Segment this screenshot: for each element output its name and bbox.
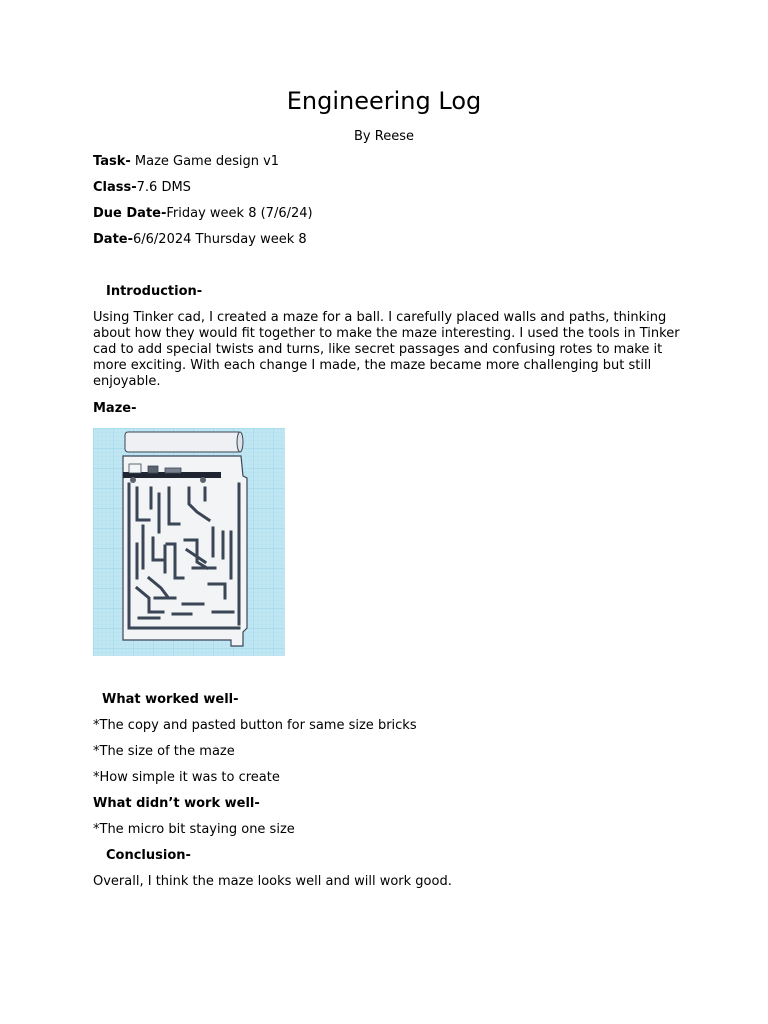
worked-well-item: *The copy and pasted button for same size bricks: [93, 718, 417, 733]
date-value: 6/6/2024 Thursday week 8: [133, 232, 307, 247]
class-line: [93, 180, 191, 196]
didnt-work-heading: What didn’t work well-: [93, 796, 260, 811]
date-line: [93, 232, 307, 248]
due-date-label: Due Date-: [93, 206, 167, 221]
conclusion-heading: Conclusion-: [106, 848, 191, 863]
conclusion-text: Overall, I think the maze looks well and will work good.: [93, 874, 452, 889]
top-roller: [125, 432, 243, 452]
task-label: Task-: [93, 154, 131, 169]
due-date-line: [93, 206, 313, 222]
date-label: Date-: [93, 232, 133, 247]
worked-well-heading: What worked well-: [102, 692, 239, 707]
author-byline: By Reese: [354, 129, 414, 144]
document-title: Engineering Log: [286, 87, 482, 115]
introduction-heading: Introduction-: [106, 284, 203, 299]
introduction-paragraph: Using Tinker cad, I created a maze for a ball. I carefully placed walls and paths, thinking about how they would fit together to make the maze interesting. I used the tools in Tinker cad to add special twists and turns, like secret passages and confusing rotes to make it more exciting. With each change I made, the maze became more challenging but still enjoyable.: [93, 310, 680, 389]
task-line: [93, 154, 279, 170]
class-value: 7.6 DMS: [136, 180, 191, 195]
class-label: Class-: [93, 180, 137, 195]
worked-well-item: *The size of the maze: [93, 744, 235, 759]
maze-heading: Maze-: [93, 401, 137, 416]
maze-drawing: [93, 428, 285, 656]
maze-image: [93, 428, 285, 656]
worked-well-item: *How simple it was to create: [93, 770, 280, 785]
didnt-work-item: *The micro bit staying one size: [93, 822, 295, 837]
due-date-value: Friday week 8 (7/6/24): [166, 206, 313, 221]
task-value: Maze Game design v1: [130, 154, 280, 169]
